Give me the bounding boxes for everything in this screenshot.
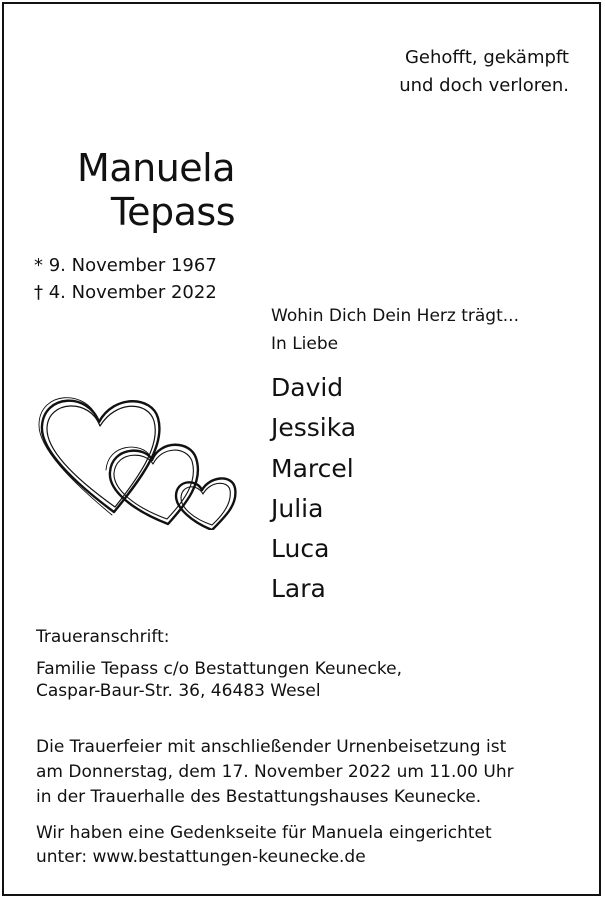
motto-line: und doch verloren. [399, 75, 569, 96]
last-name: Tepass [110, 190, 235, 234]
ceremony-line: Die Trauerfeier mit anschließender Urnenbeisetzung ist [36, 737, 507, 757]
farewell-message [271, 302, 519, 358]
birth-date: * 9. November 1967 [34, 255, 217, 276]
message-line: In Liebe [271, 334, 339, 354]
memorial-page-info [36, 821, 492, 869]
address-line: Caspar-Baur-Str. 36, 46483 Wesel [36, 681, 321, 701]
three-hearts-icon [36, 388, 242, 530]
family-member: Lara [271, 574, 326, 604]
mourning-address [36, 658, 402, 702]
address-label: Traueranschrift: [36, 627, 170, 647]
deceased-name [77, 146, 235, 234]
family-member: David [271, 373, 344, 402]
address-line: Familie Tepass c/o Bestattungen Keunecke, [36, 659, 402, 679]
motto [399, 44, 569, 100]
memorial-url: unter: www.bestattungen-keunecke.de [36, 847, 366, 867]
life-dates [34, 252, 217, 306]
family-list [271, 368, 356, 610]
ceremony-info [36, 735, 514, 810]
family-member: Julia [271, 493, 324, 523]
ceremony-line: in der Trauerhalle des Bestattungshauses Keunecke. [36, 787, 482, 807]
message-line: Wohin Dich Dein Herz trägt... [271, 306, 519, 326]
family-member: Marcel [271, 453, 354, 483]
family-member: Luca [271, 534, 330, 564]
ceremony-line: am Donnerstag, dem 17. November 2022 um 11.00 Uhr [36, 762, 514, 782]
family-member: Jessika [271, 413, 357, 443]
first-name: Manuela [77, 146, 235, 190]
motto-line: Gehofft, gekämpft [404, 47, 569, 68]
memorial-line: Wir haben eine Gedenkseite für Manuela eingerichtet [36, 823, 492, 843]
death-date: † 4. November 2022 [34, 282, 217, 303]
